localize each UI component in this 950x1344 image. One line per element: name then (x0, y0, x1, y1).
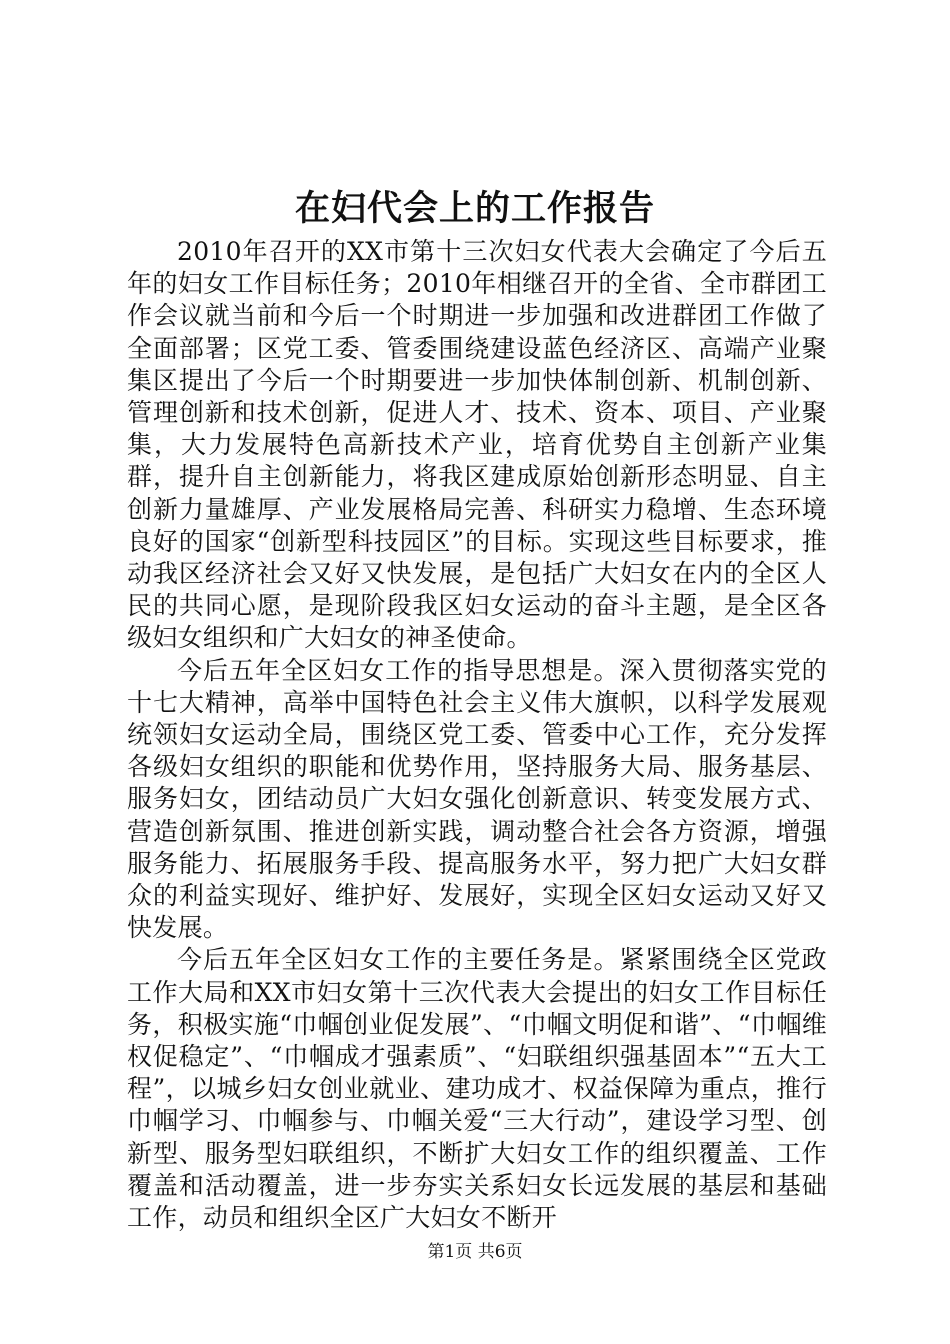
paragraph-2: 今后五年全区妇女工作的指导思想是。深入贯彻落实党的十七大精神，高举中国特色社会主义伟大旗帜，以科学发展观统领妇女运动全局，围绕区党工委、管委中心工作，充分发挥各级妇女组织的职能和优势作用，坚持服务大局、服务基层、服务妇女，团结动员广大妇女强化创新意识、转变发展方式、营造创新氛围、推进创新实践，调动整合社会各方资源，增强服务能力、拓展服务手段、提高服务水平，努力把广大妇女群众的利益实现好、维护好、发展好，实现全区妇女运动又好又快发展。 (127, 655, 827, 943)
document-title: 在妇代会上的工作报告 (294, 188, 655, 229)
paragraph-3: 今后五年全区妇女工作的主要任务是。紧紧围绕全区党政工作大局和XX市妇女第十三次代表大会提出的妇女工作目标任务，积极实施“巾帼创业促发展”、“巾帼文明促和谐”、“巾帼维权促稳定”、“巾帼成才强素质”、“妇联组织强基固本”“五大工程”，以城乡妇女创业就业、建功成才、权益保障为重点，推行巾帼学习、巾帼参与、巾帼关爱“三大行动”，建设学习型、创新型、服务型妇联组织，不断扩大妇女工作的组织覆盖、工作覆盖和活动覆盖，进一步夯实关系妇女长远发展的基层和基础工作，动员和组织全区广大妇女不断开 (127, 945, 827, 1233)
paragraph-1: 2010年召开的XX市第十三次妇女代表大会确定了今后五年的妇女工作目标任务；2010年相继召开的全省、全市群团工作会议就当前和今后一个时期进一步加强和改进群团工作做了全面部署；区党工委、管委围绕建设蓝色经济区、高端产业聚集区提出了今后一个时期要进一步加快体制创新、机制创新、管理创新和技术创新，促进人才、技术、资本、项目、产业聚集，大力发展特色高新技术产业，培育优势自主创新产业集群，提升自主创新能力，将我区建成原始创新形态明显、自主创新力量雄厚、产业发展格局完善、科研实力稳增、生态环境良好的国家“创新型科技园区”的目标。实现这些目标要求，推动我区经济社会又好又快发展，是包括广大妇女在内的全区人民的共同心愿，是现阶段我区妇女运动的奋斗主题，是全区各级妇女组织和广大妇女的神圣使命。 (127, 237, 827, 653)
page-number-footer: 第1页 共6页 (427, 1242, 523, 1262)
document-body (127, 236, 827, 1234)
